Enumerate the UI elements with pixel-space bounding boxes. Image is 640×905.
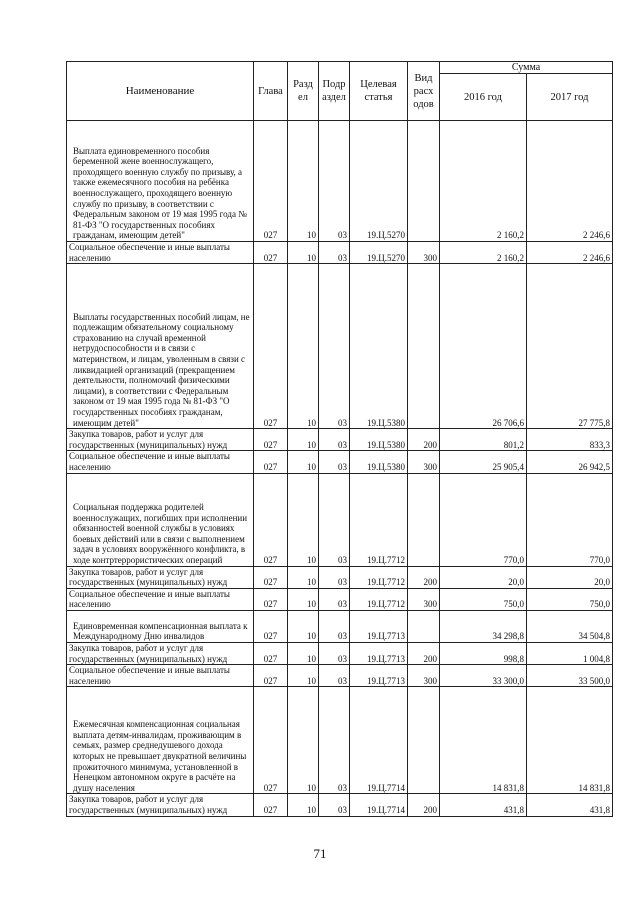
row-amount-2017: 14 831,8 <box>527 687 613 794</box>
header-year-2017: 2017 год <box>527 74 613 121</box>
row-glava: 027 <box>254 794 288 816</box>
row-amount-2016: 25 905,4 <box>440 451 527 473</box>
row-razdel: 10 <box>288 687 319 794</box>
row-vid: 300 <box>408 451 440 473</box>
table-row <box>67 642 613 664</box>
header-razdel: Разд ел <box>288 62 319 121</box>
table-row <box>67 429 613 451</box>
row-target: 19.Ц.7712 <box>350 588 408 610</box>
table-row <box>67 566 613 588</box>
row-name: Социальное обеспечение и иные выплаты населению <box>67 242 254 264</box>
row-podrazdel: 03 <box>319 687 350 794</box>
row-name: Единовременная компенсационная выплата к Международному Дню инвалидов <box>67 610 254 642</box>
row-glava: 027 <box>254 610 288 642</box>
row-target: 19.Ц.7712 <box>350 473 408 566</box>
row-amount-2017: 33 500,0 <box>527 665 613 687</box>
row-glava: 027 <box>254 451 288 473</box>
row-amount-2016: 34 298,8 <box>440 610 527 642</box>
row-razdel: 10 <box>288 566 319 588</box>
row-amount-2017: 431,8 <box>527 794 613 816</box>
row-glava: 027 <box>254 665 288 687</box>
row-amount-2016: 2 160,2 <box>440 121 527 242</box>
row-name: Социальная поддержка родителей военнослужащих, погибших при исполнении обязанностей военной службы в условиях боевых действий или в связи с выполнением задач в условиях вооружённого конфликта, в ходе контртеррористических операций <box>67 473 254 566</box>
row-glava: 027 <box>254 242 288 264</box>
row-razdel: 10 <box>288 794 319 816</box>
row-podrazdel: 03 <box>319 242 350 264</box>
row-razdel: 10 <box>288 473 319 566</box>
row-amount-2017: 34 504,8 <box>527 610 613 642</box>
row-target: 19.Ц.5380 <box>350 429 408 451</box>
row-target: 19.Ц.7713 <box>350 610 408 642</box>
row-vid: 200 <box>408 429 440 451</box>
row-amount-2016: 998,8 <box>440 642 527 664</box>
row-glava: 027 <box>254 473 288 566</box>
row-podrazdel: 03 <box>319 566 350 588</box>
row-name: Выплата единовременного пособия беременной жене военнослужащего, проходящего военную службу по призыву, а также ежемесячного пособия на ребёнка военнослужащего, проходящего военную службу по призыву, в соответствии с Федеральным законом от 19 мая 1995 года № 81-ФЗ "О государственных пособиях гражданам, имеющим детей" <box>67 121 254 242</box>
table-row <box>67 264 613 429</box>
row-razdel: 10 <box>288 642 319 664</box>
page-number: 71 <box>313 846 327 861</box>
row-amount-2016: 801,2 <box>440 429 527 451</box>
row-name: Закупка товаров, работ и услуг для государственных (муниципальных) нужд <box>67 794 254 816</box>
table-row <box>67 451 613 473</box>
row-name: Ежемесячная компенсационная социальная выплата детям-инвалидам, проживающим в семьях, размер среднедушевого дохода которых не превышает двукратной величины прожиточного минимума, установленной в Ненецком автономном округе в расчёте на душу населения <box>67 687 254 794</box>
row-amount-2017: 26 942,5 <box>527 451 613 473</box>
row-vid <box>408 264 440 429</box>
row-podrazdel: 03 <box>319 451 350 473</box>
table-row <box>67 687 613 794</box>
header-name: Наименование <box>67 62 254 121</box>
row-glava: 027 <box>254 429 288 451</box>
row-vid <box>408 610 440 642</box>
row-target: 19.Ц.7713 <box>350 642 408 664</box>
row-podrazdel: 03 <box>319 588 350 610</box>
row-target: 19.Ц.7712 <box>350 566 408 588</box>
row-razdel: 10 <box>288 588 319 610</box>
row-podrazdel: 03 <box>319 642 350 664</box>
row-vid <box>408 687 440 794</box>
row-amount-2017: 27 775,8 <box>527 264 613 429</box>
row-name: Социальное обеспечение и иные выплаты населению <box>67 665 254 687</box>
row-vid: 300 <box>408 588 440 610</box>
row-target: 19.Ц.7714 <box>350 794 408 816</box>
table-row <box>67 588 613 610</box>
row-glava: 027 <box>254 687 288 794</box>
row-name: Социальное обеспечение и иные выплаты населению <box>67 588 254 610</box>
row-amount-2016: 431,8 <box>440 794 527 816</box>
row-podrazdel: 03 <box>319 121 350 242</box>
row-amount-2017: 750,0 <box>527 588 613 610</box>
row-glava: 027 <box>254 566 288 588</box>
row-amount-2016: 33 300,0 <box>440 665 527 687</box>
row-amount-2017: 20,0 <box>527 566 613 588</box>
row-razdel: 10 <box>288 264 319 429</box>
row-podrazdel: 03 <box>319 610 350 642</box>
row-amount-2016: 14 831,8 <box>440 687 527 794</box>
table-header <box>67 62 613 121</box>
table-row <box>67 473 613 566</box>
row-glava: 027 <box>254 642 288 664</box>
row-razdel: 10 <box>288 242 319 264</box>
row-podrazdel: 03 <box>319 429 350 451</box>
table-row <box>67 794 613 816</box>
row-razdel: 10 <box>288 121 319 242</box>
row-target: 19.Ц.5270 <box>350 242 408 264</box>
row-amount-2017: 2 246,6 <box>527 121 613 242</box>
row-glava: 027 <box>254 588 288 610</box>
row-amount-2017: 2 246,6 <box>527 242 613 264</box>
budget-table <box>66 61 613 817</box>
row-name: Социальное обеспечение и иные выплаты населению <box>67 451 254 473</box>
row-name: Закупка товаров, работ и услуг для государственных (муниципальных) нужд <box>67 429 254 451</box>
header-sum: Сумма <box>440 62 613 74</box>
table-row <box>67 121 613 242</box>
row-vid: 200 <box>408 566 440 588</box>
row-vid: 300 <box>408 665 440 687</box>
header-podrazdel: Подр аздел <box>319 62 350 121</box>
row-amount-2017: 770,0 <box>527 473 613 566</box>
row-amount-2016: 770,0 <box>440 473 527 566</box>
table-body <box>67 121 613 817</box>
header-target: Целевая статья <box>350 62 408 121</box>
row-vid: 200 <box>408 642 440 664</box>
row-amount-2016: 20,0 <box>440 566 527 588</box>
row-vid <box>408 473 440 566</box>
row-amount-2016: 2 160,2 <box>440 242 527 264</box>
row-amount-2016: 750,0 <box>440 588 527 610</box>
row-glava: 027 <box>254 121 288 242</box>
row-target: 19.Ц.7713 <box>350 665 408 687</box>
row-vid: 300 <box>408 242 440 264</box>
table-row <box>67 665 613 687</box>
row-amount-2016: 26 706,6 <box>440 264 527 429</box>
row-name: Закупка товаров, работ и услуг для государственных (муниципальных) нужд <box>67 566 254 588</box>
table-row <box>67 242 613 264</box>
row-razdel: 10 <box>288 451 319 473</box>
row-vid <box>408 121 440 242</box>
row-razdel: 10 <box>288 665 319 687</box>
row-amount-2017: 833,3 <box>527 429 613 451</box>
row-target: 19.Ц.7714 <box>350 687 408 794</box>
row-vid: 200 <box>408 794 440 816</box>
row-name: Закупка товаров, работ и услуг для государственных (муниципальных) нужд <box>67 642 254 664</box>
row-target: 19.Ц.5380 <box>350 264 408 429</box>
row-target: 19.Ц.5380 <box>350 451 408 473</box>
row-name: Выплаты государственных пособий лицам, не подлежащим обязательному социальному страхованию на случай временной нетрудоспособности и в связи с материнством, и лицам, уволенным в связи с ликвидацией организаций (прекращением деятельности, полномочий физическими лицами), в соответствии с Федеральным законом от 19 мая 1995 года № 81-ФЗ "О государственных пособиях гражданам, имеющим детей" <box>67 264 254 429</box>
row-target: 19.Ц.5270 <box>350 121 408 242</box>
header-vid: Вид расх одов <box>408 62 440 121</box>
row-razdel: 10 <box>288 610 319 642</box>
row-glava: 027 <box>254 264 288 429</box>
row-razdel: 10 <box>288 429 319 451</box>
header-year-2016: 2016 год <box>440 74 527 121</box>
row-amount-2017: 1 004,8 <box>527 642 613 664</box>
row-podrazdel: 03 <box>319 473 350 566</box>
row-podrazdel: 03 <box>319 665 350 687</box>
row-podrazdel: 03 <box>319 794 350 816</box>
header-glava: Глава <box>254 62 288 121</box>
table-row <box>67 610 613 642</box>
row-podrazdel: 03 <box>319 264 350 429</box>
